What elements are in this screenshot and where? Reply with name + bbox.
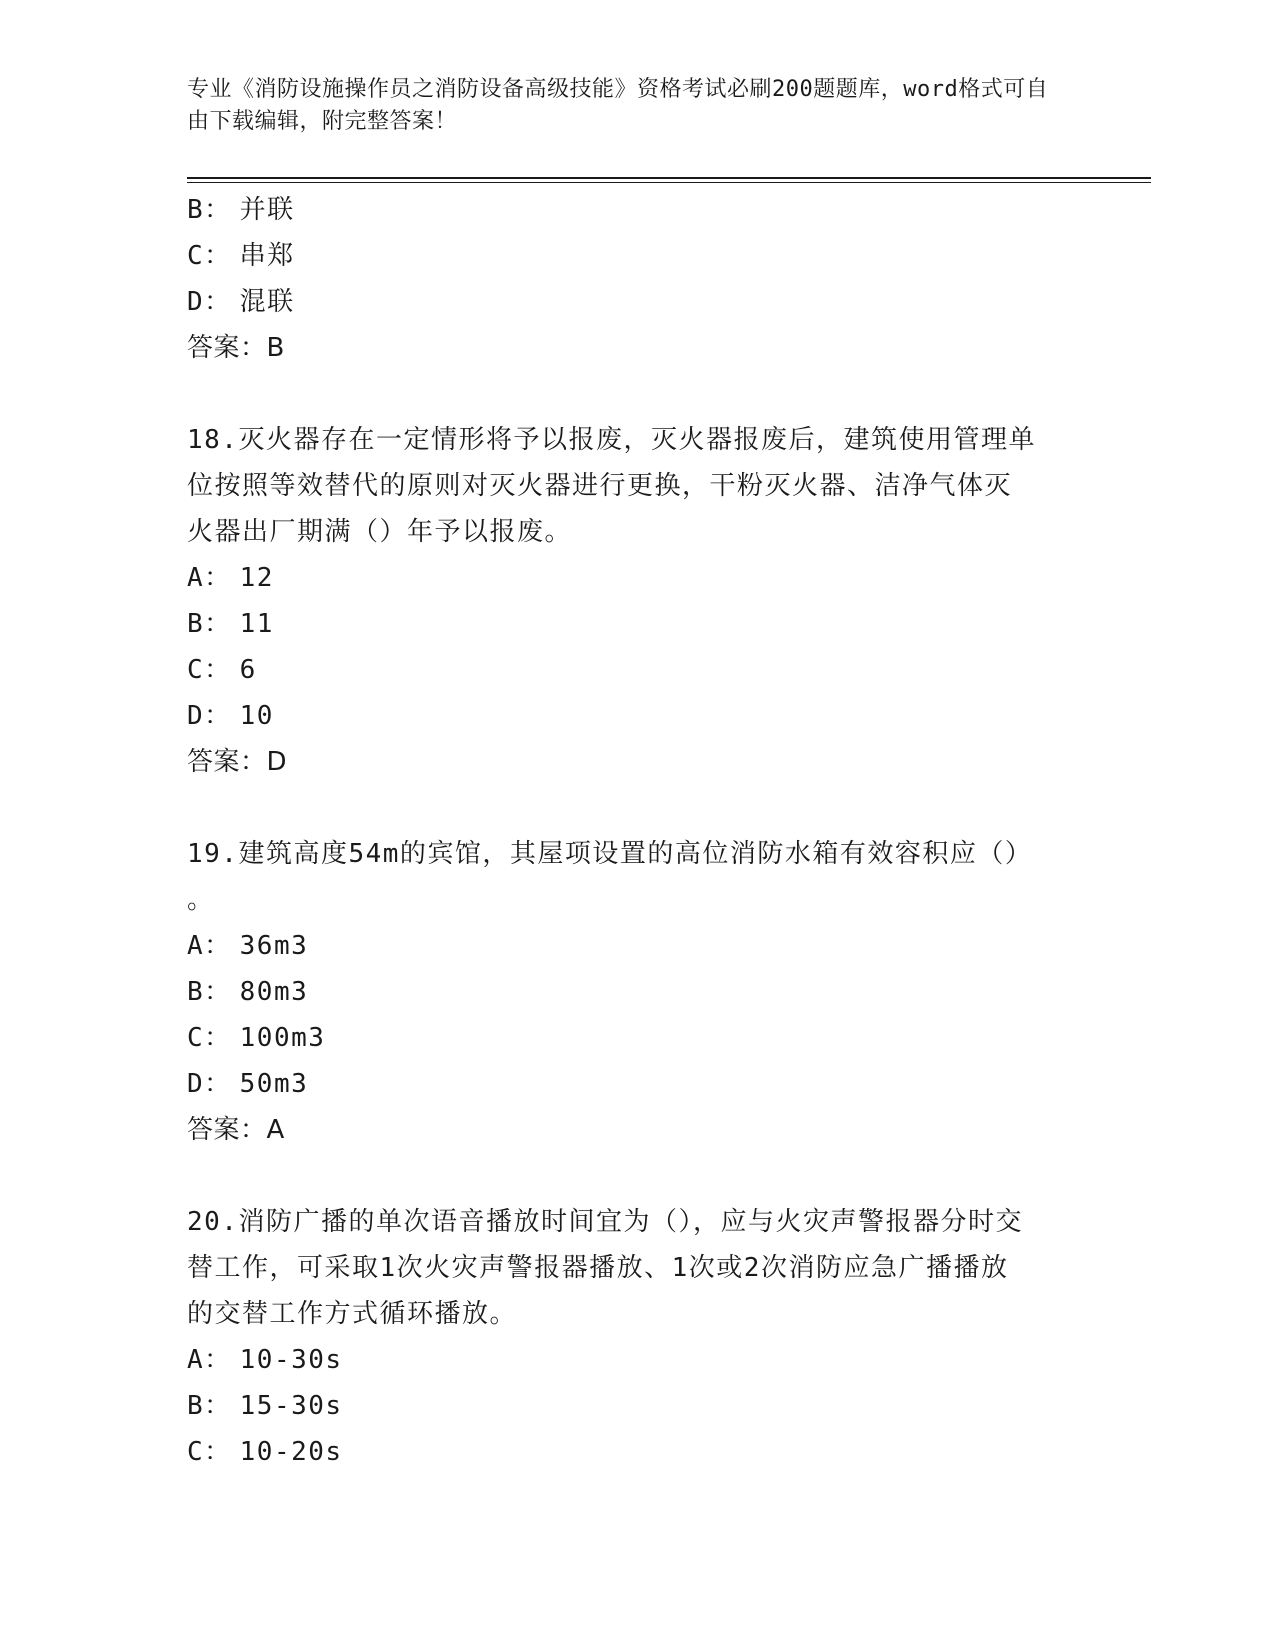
- answer-line: 答案：A: [187, 1115, 285, 1145]
- document-header: 专业《消防设施操作员之消防设备高级技能》资格考试必刷200题题库，word格式可自由下载编辑，附完整答案！: [187, 77, 1049, 134]
- question-stem-line: 火器出厂期满（）年予以报废。: [187, 517, 573, 547]
- question-18: [187, 417, 1087, 785]
- spacer: [187, 371, 1087, 417]
- option-c: C： 10-20s: [187, 1437, 343, 1467]
- spacer: [187, 1153, 1087, 1199]
- option-a: A： 12: [187, 563, 274, 593]
- option-c: C： 串郑: [187, 241, 295, 271]
- option-d: D： 混联: [187, 287, 295, 317]
- option-c: C： 100m3: [187, 1023, 326, 1053]
- question-stem-line: 18.灭火器存在一定情形将予以报废，灭火器报废后，建筑使用管理单: [187, 425, 1036, 455]
- question-stem-line: 20.消防广播的单次语音播放时间宜为（），应与火灾声警报器分时交: [187, 1207, 1023, 1237]
- option-a: A： 36m3: [187, 931, 309, 961]
- answer-line: 答案：D: [187, 747, 288, 777]
- question-list: [187, 187, 1087, 1475]
- question-stem-line: 替工作，可采取1次火灾声警报器播放、1次或2次消防应急广播播放: [187, 1253, 1009, 1283]
- question-20: [187, 1199, 1087, 1475]
- option-b: B： 80m3: [187, 977, 309, 1007]
- option-b: B： 并联: [187, 195, 295, 225]
- header-divider-thick: [187, 177, 1151, 179]
- question-stem-line: 。: [187, 885, 215, 915]
- question-19: [187, 831, 1087, 1153]
- question-stem-line: 的交替工作方式循环播放。: [187, 1299, 518, 1329]
- header-divider-thin: [187, 182, 1151, 183]
- option-d: D： 10: [187, 701, 274, 731]
- option-a: A： 10-30s: [187, 1345, 343, 1375]
- option-c: C： 6: [187, 655, 257, 685]
- question-stem-line: 位按照等效替代的原则对灭火器进行更换，干粉灭火器、洁净气体灭: [187, 471, 1013, 501]
- question-17-carryover: [187, 187, 1087, 371]
- spacer: [187, 785, 1087, 831]
- option-b: B： 11: [187, 609, 274, 639]
- question-stem-line: 19.建筑高度54m的宾馆，其屋项设置的高位消防水箱有效容积应（）: [187, 839, 1033, 869]
- option-d: D： 50m3: [187, 1069, 309, 1099]
- answer-line: 答案：B: [187, 333, 285, 363]
- option-b: B： 15-30s: [187, 1391, 343, 1421]
